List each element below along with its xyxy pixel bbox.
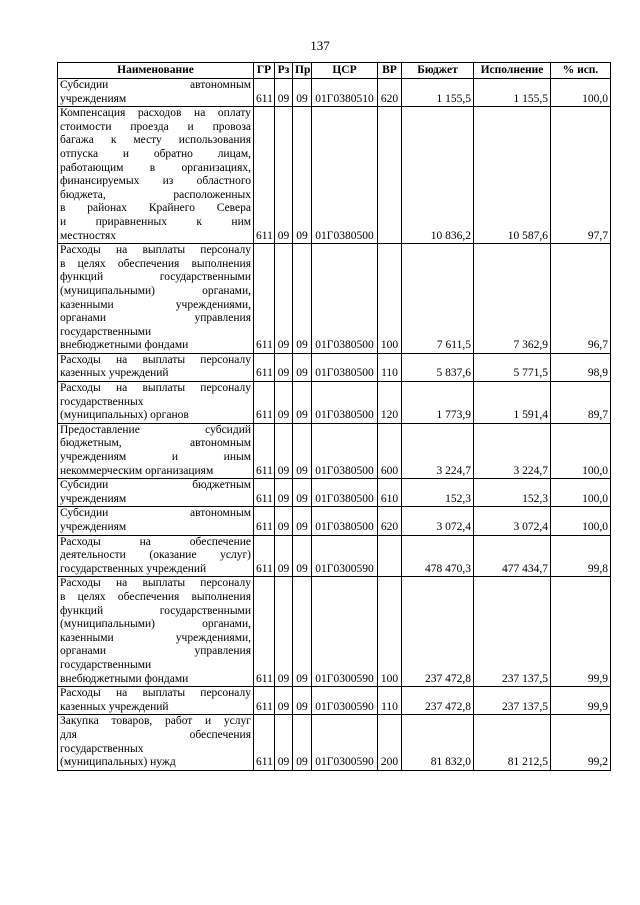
row-csr: 01Г0380500	[312, 479, 378, 507]
row-budget: 3 072,4	[402, 507, 474, 535]
row-gr: 611	[254, 479, 275, 507]
row-name	[58, 382, 254, 424]
row-gr: 611	[254, 535, 275, 577]
row-name	[58, 244, 254, 354]
row-name-line: государственных учреждений	[60, 562, 207, 575]
row-budget: 478 470,3	[402, 535, 474, 577]
row-name	[58, 353, 254, 381]
row-name	[58, 687, 254, 715]
row-name-line: учреждениям	[60, 92, 127, 105]
row-pr: 09	[293, 715, 312, 770]
row-name-line: для обеспечения	[60, 728, 251, 741]
header-gr: ГР	[254, 63, 275, 79]
row-percent: 100,0	[551, 79, 611, 107]
row-gr: 611	[254, 79, 275, 107]
row-csr: 01Г0300590	[312, 535, 378, 577]
row-csr: 01Г0380500	[312, 107, 378, 244]
row-gr: 611	[254, 507, 275, 535]
row-name-line: работающим в организациях,	[60, 161, 251, 174]
table-row	[58, 423, 611, 478]
header-pr: Пр	[293, 63, 312, 79]
row-name-line: отпуска и обратно лицам,	[60, 147, 251, 160]
row-gr: 611	[254, 577, 275, 687]
table-row	[58, 107, 611, 244]
row-name	[58, 535, 254, 577]
row-name-line: Расходы на выплаты персоналу	[60, 382, 251, 395]
row-gr: 611	[254, 244, 275, 354]
row-execution: 237 137,5	[474, 687, 551, 715]
row-budget: 5 837,6	[402, 353, 474, 381]
table-row	[58, 79, 611, 107]
row-pr: 09	[293, 507, 312, 535]
header-percent: % исп.	[551, 63, 611, 79]
row-gr: 611	[254, 715, 275, 770]
header-budget: Бюджет	[402, 63, 474, 79]
header-execution: Исполнение	[474, 63, 551, 79]
table-row	[58, 687, 611, 715]
table-row	[58, 353, 611, 381]
row-pr: 09	[293, 353, 312, 381]
row-execution: 237 137,5	[474, 577, 551, 687]
row-percent: 99,9	[551, 687, 611, 715]
row-rz: 09	[275, 507, 293, 535]
row-percent: 99,8	[551, 535, 611, 577]
row-name-line: казенными учреждениями,	[60, 298, 251, 311]
row-name-line: учреждениям и иным	[60, 451, 251, 464]
row-name	[58, 577, 254, 687]
row-name-line: государственных	[60, 395, 144, 408]
row-name-line: Субсидии автономным	[60, 507, 251, 520]
row-name-line: Расходы на выплаты персоналу	[60, 353, 251, 366]
table-row	[58, 715, 611, 770]
table-body	[58, 79, 611, 771]
row-percent: 100,0	[551, 479, 611, 507]
row-rz: 09	[275, 107, 293, 244]
row-execution: 1 155,5	[474, 79, 551, 107]
row-name-line: (муниципальных) нужд	[60, 756, 176, 769]
row-budget: 152,3	[402, 479, 474, 507]
row-csr: 01Г0380500	[312, 353, 378, 381]
row-name-line: местностях	[60, 229, 117, 242]
row-name-line: финансируемых из областного	[60, 175, 251, 188]
row-gr: 611	[254, 107, 275, 244]
row-rz: 09	[275, 535, 293, 577]
row-budget: 237 472,8	[402, 687, 474, 715]
row-vr: 620	[378, 507, 402, 535]
row-name-line: функций государственными	[60, 271, 251, 284]
table-header-row	[58, 63, 611, 79]
row-csr: 01Г0380500	[312, 382, 378, 424]
row-csr: 01Г0300590	[312, 687, 378, 715]
row-pr: 09	[293, 382, 312, 424]
row-name-line: Предоставление субсидий	[60, 423, 251, 436]
row-budget: 81 832,0	[402, 715, 474, 770]
row-name-line: Расходы на обеспечение	[60, 535, 251, 548]
row-name-line: (муниципальными) органами,	[60, 618, 251, 631]
row-name-line: деятельности (оказание услуг)	[60, 549, 251, 562]
row-name-line: (муниципальными) органами,	[60, 284, 251, 297]
table-row	[58, 577, 611, 687]
row-name-line: в целях обеспечения выполнения	[60, 257, 251, 270]
row-name-line: учреждениям	[60, 492, 127, 505]
row-csr: 01Г0380500	[312, 244, 378, 354]
row-name-line: багажа к месту использования	[60, 134, 251, 147]
row-rz: 09	[275, 479, 293, 507]
row-name-line: Расходы на выплаты персоналу	[60, 577, 251, 590]
table-row	[58, 507, 611, 535]
row-budget: 3 224,7	[402, 423, 474, 478]
header-name: Наименование	[58, 63, 254, 79]
header-csr: ЦСР	[312, 63, 378, 79]
row-rz: 09	[275, 382, 293, 424]
row-name-line: казенными учреждениями,	[60, 631, 251, 644]
row-name-line: Расходы на выплаты персоналу	[60, 687, 251, 700]
row-execution: 477 434,7	[474, 535, 551, 577]
row-percent: 89,7	[551, 382, 611, 424]
row-execution: 3 072,4	[474, 507, 551, 535]
row-name-line: внебюджетными фондами	[60, 672, 189, 685]
row-name-line: и приравненных к ним	[60, 215, 251, 228]
row-name-line: бюджета, расположенных	[60, 188, 251, 201]
table-row	[58, 479, 611, 507]
row-vr: 610	[378, 479, 402, 507]
row-csr: 01Г0300590	[312, 577, 378, 687]
row-budget: 10 836,2	[402, 107, 474, 244]
row-name-line: Закупка товаров, работ и услуг	[60, 715, 251, 728]
row-name-line: (муниципальных) органов	[60, 409, 189, 422]
row-percent: 99,9	[551, 577, 611, 687]
row-gr: 611	[254, 423, 275, 478]
row-execution: 152,3	[474, 479, 551, 507]
row-pr: 09	[293, 423, 312, 478]
row-pr: 09	[293, 479, 312, 507]
row-name	[58, 507, 254, 535]
row-gr: 611	[254, 353, 275, 381]
row-pr: 09	[293, 535, 312, 577]
row-name-line: Расходы на выплаты персоналу	[60, 244, 251, 257]
row-rz: 09	[275, 423, 293, 478]
row-name-line: органами управления	[60, 645, 251, 658]
row-name-line: в целях обеспечения выполнения	[60, 590, 251, 603]
row-csr: 01Г0380500	[312, 507, 378, 535]
row-percent: 98,9	[551, 353, 611, 381]
row-name-line: некоммерческим организациям	[60, 464, 214, 477]
row-vr: 600	[378, 423, 402, 478]
row-gr: 611	[254, 382, 275, 424]
row-pr: 09	[293, 244, 312, 354]
row-pr: 09	[293, 577, 312, 687]
row-execution: 5 771,5	[474, 353, 551, 381]
row-name-line: государственных	[60, 742, 144, 755]
row-vr: 200	[378, 715, 402, 770]
row-vr: 110	[378, 353, 402, 381]
row-rz: 09	[275, 244, 293, 354]
row-name-line: государственными	[60, 325, 152, 338]
page-number: 137	[310, 38, 330, 53]
row-vr: 100	[378, 244, 402, 354]
budget-table	[57, 62, 611, 771]
row-name-line: внебюджетными фондами	[60, 339, 189, 352]
row-name-line: казенных учреждений	[60, 367, 169, 380]
row-name	[58, 423, 254, 478]
row-pr: 09	[293, 79, 312, 107]
row-rz: 09	[275, 687, 293, 715]
row-name-line: Субсидии бюджетным	[60, 479, 251, 492]
row-percent: 99,2	[551, 715, 611, 770]
row-budget: 1 773,9	[402, 382, 474, 424]
row-rz: 09	[275, 715, 293, 770]
row-budget: 7 611,5	[402, 244, 474, 354]
row-budget: 1 155,5	[402, 79, 474, 107]
row-gr: 611	[254, 687, 275, 715]
row-execution: 81 212,5	[474, 715, 551, 770]
row-execution: 10 587,6	[474, 107, 551, 244]
row-name	[58, 715, 254, 770]
row-vr	[378, 107, 402, 244]
row-csr: 01Г0380500	[312, 423, 378, 478]
row-vr: 620	[378, 79, 402, 107]
row-percent: 97,7	[551, 107, 611, 244]
row-percent: 100,0	[551, 507, 611, 535]
row-pr: 09	[293, 687, 312, 715]
row-vr: 110	[378, 687, 402, 715]
table-row	[58, 244, 611, 354]
row-vr: 120	[378, 382, 402, 424]
row-name-line: органами управления	[60, 312, 251, 325]
row-rz: 09	[275, 79, 293, 107]
row-name	[58, 79, 254, 107]
row-name	[58, 107, 254, 244]
header-vr: ВР	[378, 63, 402, 79]
row-rz: 09	[275, 353, 293, 381]
row-execution: 7 362,9	[474, 244, 551, 354]
row-name-line: стоимости проезда и провоза	[60, 120, 251, 133]
row-execution: 1 591,4	[474, 382, 551, 424]
row-name-line: в районах Крайнего Севера	[60, 202, 251, 215]
row-csr: 01Г0300590	[312, 715, 378, 770]
row-vr	[378, 535, 402, 577]
row-rz: 09	[275, 577, 293, 687]
row-vr: 100	[378, 577, 402, 687]
row-name-line: бюджетным, автономным	[60, 437, 251, 450]
row-name-line: Компенсация расходов на оплату	[60, 107, 251, 120]
row-budget: 237 472,8	[402, 577, 474, 687]
row-csr: 01Г0380510	[312, 79, 378, 107]
row-name-line: учреждениям	[60, 521, 127, 533]
row-name-line: Субсидии автономным	[60, 79, 251, 91]
row-percent: 100,0	[551, 423, 611, 478]
row-name	[58, 479, 254, 507]
row-execution: 3 224,7	[474, 423, 551, 478]
row-name-line: казенных учреждений	[60, 700, 169, 713]
table-row	[58, 535, 611, 577]
table-row	[58, 382, 611, 424]
row-name-line: государственными	[60, 658, 152, 671]
row-percent: 96,7	[551, 244, 611, 354]
row-pr: 09	[293, 107, 312, 244]
header-rz: Рз	[275, 63, 293, 79]
row-name-line: функций государственными	[60, 604, 251, 617]
